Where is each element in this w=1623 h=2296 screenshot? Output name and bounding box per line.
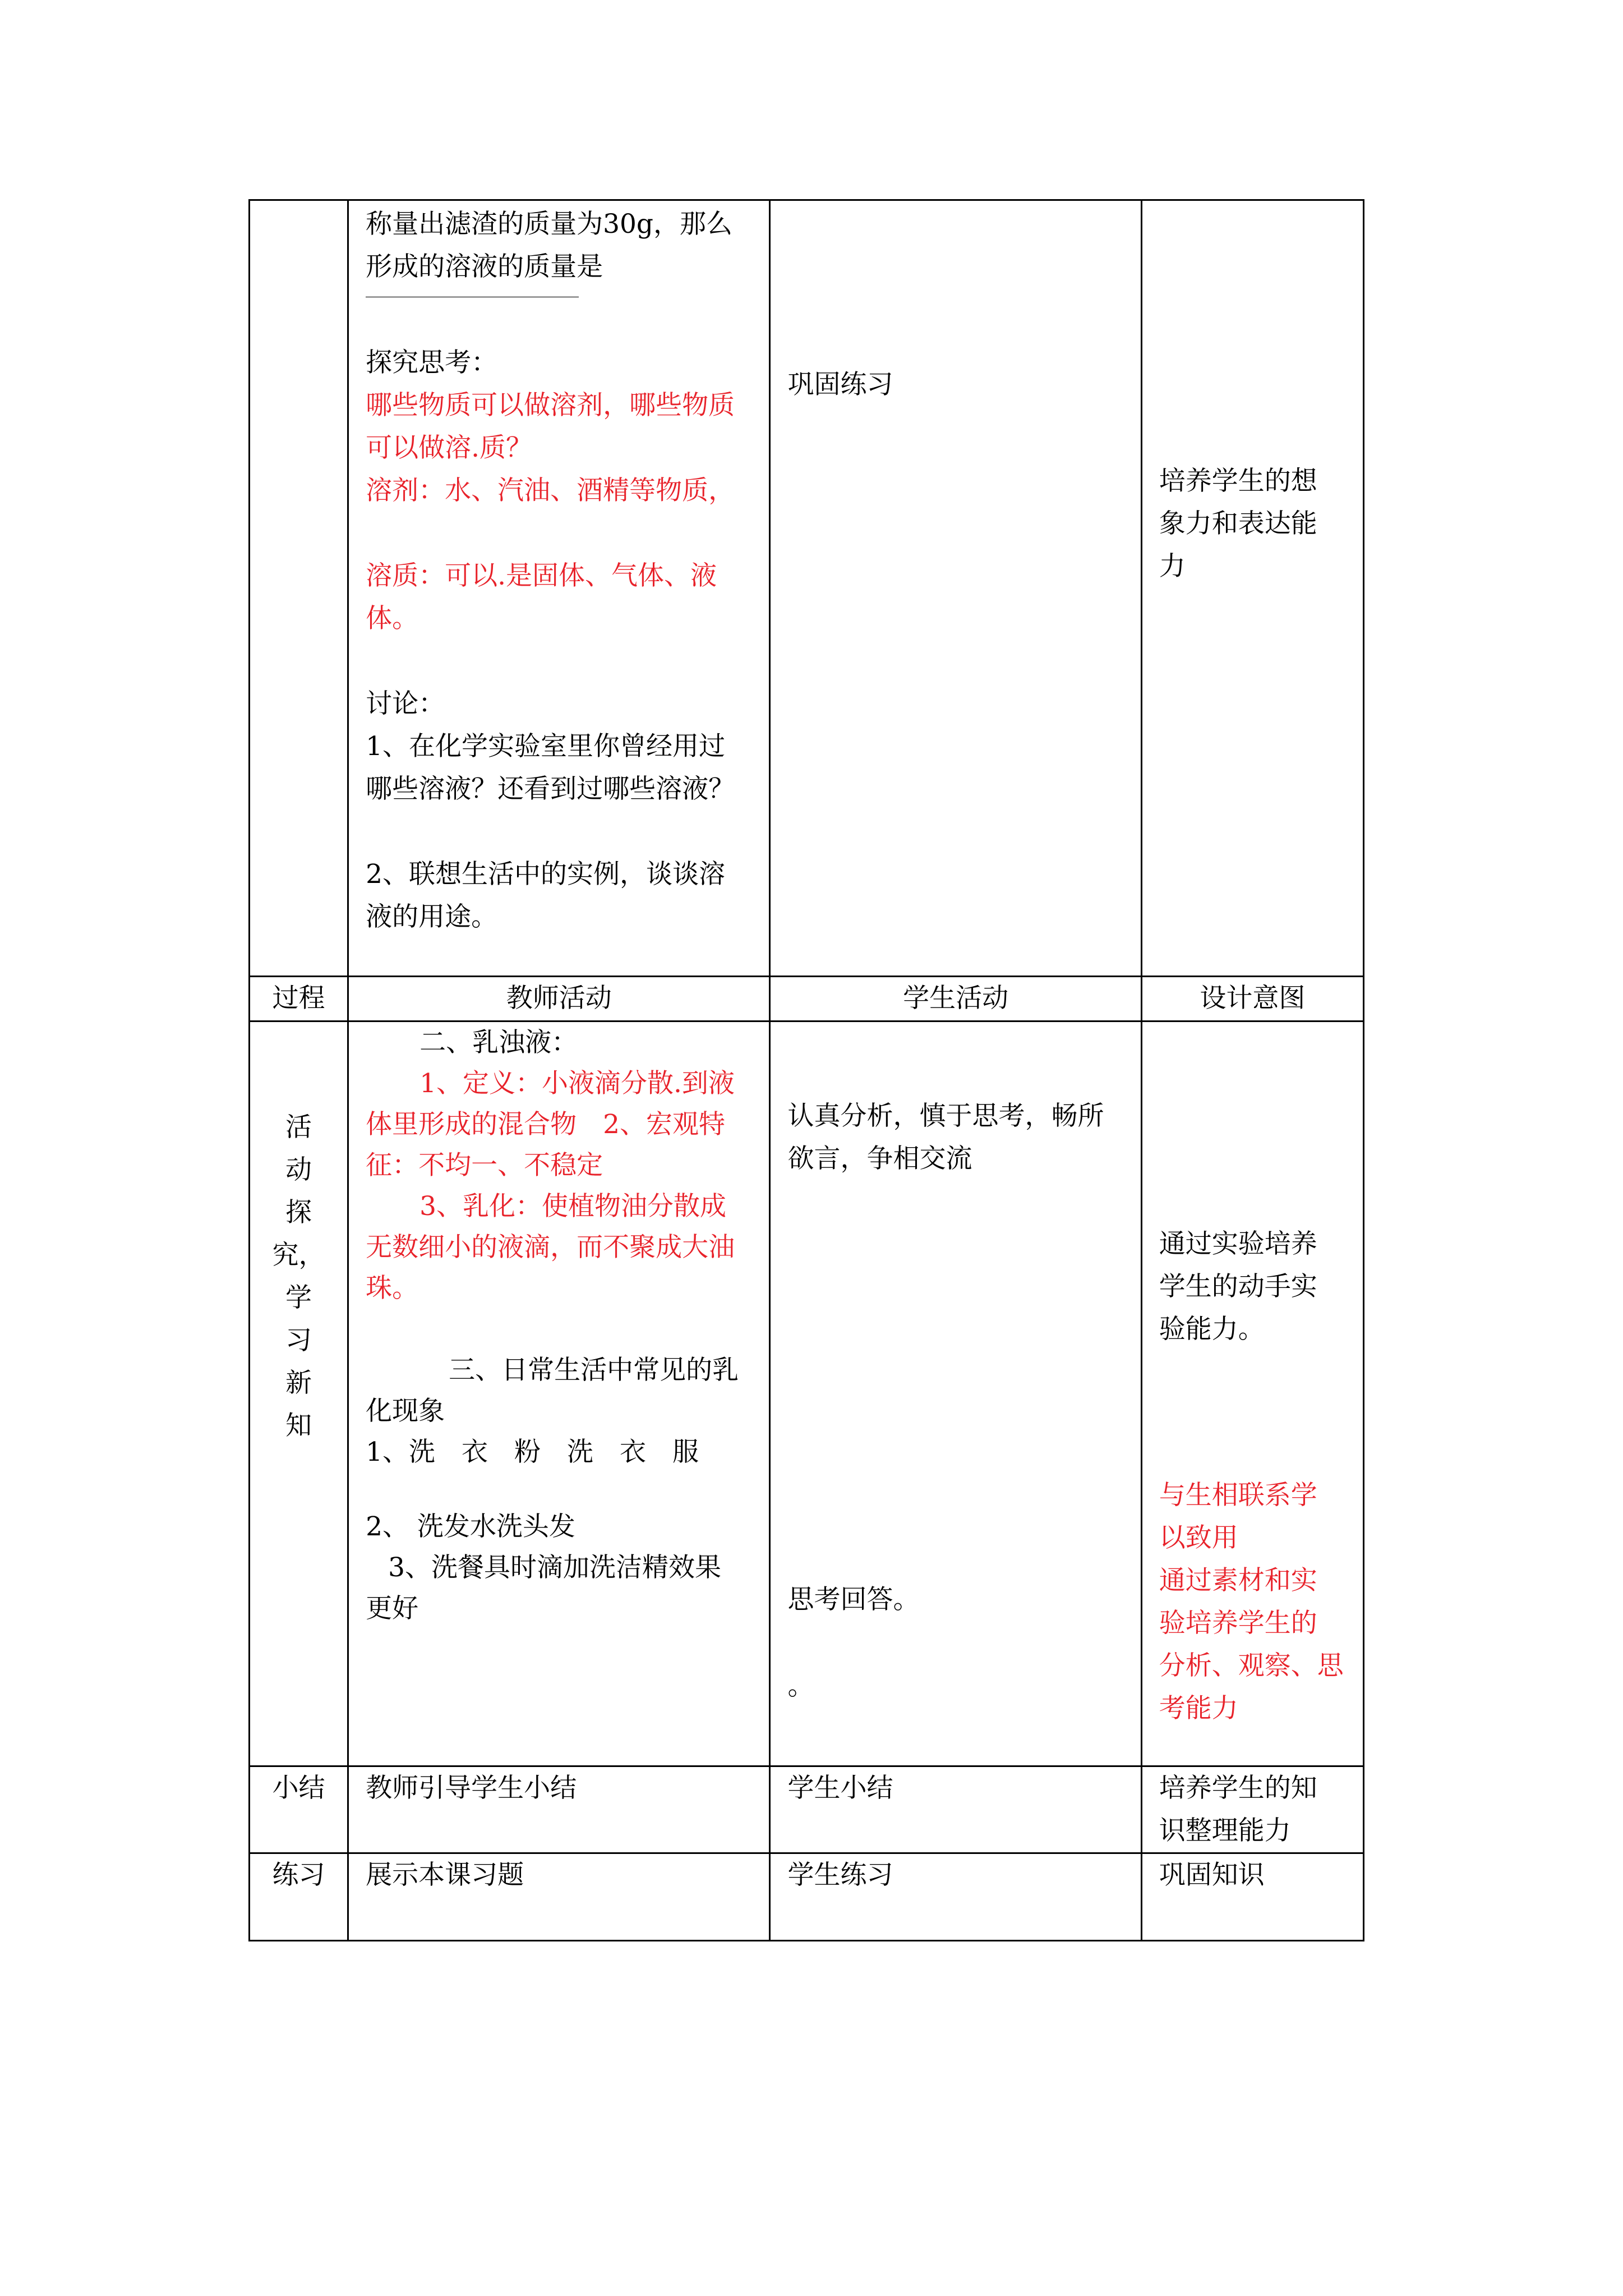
process-char: 究， bbox=[272, 1240, 325, 1271]
teacher-activity-cell bbox=[348, 1022, 770, 1766]
student-activity-cell bbox=[770, 1022, 1141, 1766]
design-line: 与生相联系学 bbox=[1159, 1480, 1317, 1511]
question-line: 哪些物质可以做溶剂，哪些物质 bbox=[366, 390, 735, 421]
design-intent-cell: 巩固知识 bbox=[1141, 1853, 1363, 1941]
solute-line: 溶质：可以.是固体、气体、液 bbox=[366, 560, 717, 591]
emulsify-line: 珠。 bbox=[366, 1273, 419, 1304]
process-char: 动 bbox=[285, 1154, 312, 1185]
process-char: 新 bbox=[285, 1368, 312, 1398]
answer-blank bbox=[366, 296, 579, 298]
process-char: 习 bbox=[285, 1325, 312, 1356]
student-line: 思考回答。 bbox=[787, 1584, 920, 1615]
table-row-activity bbox=[250, 1022, 1364, 1766]
design-line: 考能力 bbox=[1159, 1693, 1238, 1724]
table-row-summary bbox=[250, 1766, 1364, 1853]
process-cell-summary: 小结 bbox=[250, 1766, 348, 1853]
student-activity-cell bbox=[770, 200, 1141, 977]
process-char: 活 bbox=[285, 1112, 312, 1143]
design-line: 以致用 bbox=[1159, 1522, 1238, 1553]
design-intent-cell bbox=[1141, 1766, 1363, 1853]
header-teacher: 教师活动 bbox=[348, 977, 770, 1022]
design-line: 象力和表达能 bbox=[1159, 508, 1317, 539]
process-char: 知 bbox=[285, 1410, 312, 1441]
design-line: 通过实验培养 bbox=[1159, 1228, 1317, 1259]
daily-title: 三、日常生活中常见的乳 bbox=[449, 1355, 739, 1386]
daily-item: 2、 洗发水洗头发 bbox=[366, 1511, 575, 1542]
definition-line: 体里形成的混合物 2、宏观特 bbox=[366, 1109, 725, 1140]
design-line: 识整理能力 bbox=[1159, 1815, 1291, 1846]
process-char: 探 bbox=[285, 1197, 312, 1228]
discuss-line: 液的用途。 bbox=[366, 901, 498, 932]
explore-title: 探究思考： bbox=[366, 347, 498, 378]
design-line: 验能力。 bbox=[1159, 1314, 1265, 1345]
teacher-activity-cell: 展示本课习题 bbox=[348, 1853, 770, 1941]
header-process: 过程 bbox=[250, 977, 348, 1022]
intro-line: 称量出滤渣的质量为30g，那么 bbox=[366, 209, 732, 240]
solvent-line: 溶剂：水、汽油、酒精等物质， bbox=[366, 475, 735, 506]
design-line: 通过素材和实 bbox=[1159, 1565, 1317, 1596]
daily-item: 更好 bbox=[366, 1593, 419, 1624]
student-line: 。 bbox=[787, 1671, 814, 1701]
design-line: 培养学生的知 bbox=[1159, 1773, 1317, 1803]
discuss-title: 讨论： bbox=[366, 688, 445, 719]
design-line: 学生的动手实 bbox=[1159, 1271, 1317, 1302]
student-line: 认真分析，慎于思考，畅所 bbox=[787, 1101, 1104, 1131]
daily-item: 3、洗餐具时滴加洗洁精效果 bbox=[388, 1552, 721, 1583]
table-header-row bbox=[250, 977, 1364, 1022]
solute-line: 体。 bbox=[366, 603, 419, 634]
student-text: 巩固练习 bbox=[787, 369, 893, 400]
header-design: 设计意图 bbox=[1141, 977, 1363, 1022]
definition-line: 征：不均一、不稳定 bbox=[366, 1150, 603, 1181]
table-row-practice bbox=[250, 1853, 1364, 1941]
student-line: 欲言，争相交流 bbox=[787, 1143, 972, 1174]
table-row-continued bbox=[250, 200, 1364, 977]
emulsify-line: 无数细小的液滴，而不聚成大油 bbox=[366, 1232, 735, 1263]
emulsify-line: 3、乳化：使植物油分散成 bbox=[419, 1191, 726, 1222]
daily-title: 化现象 bbox=[366, 1396, 445, 1427]
teacher-activity-cell: 教师引导学生小结 bbox=[348, 1766, 770, 1853]
design-line: 培养学生的想 bbox=[1159, 466, 1317, 496]
design-intent-cell bbox=[1141, 1022, 1363, 1766]
discuss-line: 哪些溶液？还看到过哪些溶液？ bbox=[366, 774, 735, 804]
design-intent-cell bbox=[1141, 200, 1363, 977]
student-activity-cell: 学生练习 bbox=[770, 1853, 1141, 1941]
design-line: 验培养学生的 bbox=[1159, 1608, 1317, 1639]
header-student: 学生活动 bbox=[770, 977, 1141, 1022]
design-line: 力 bbox=[1159, 551, 1186, 582]
lesson-plan-table bbox=[248, 199, 1364, 1941]
process-cell-practice: 练习 bbox=[250, 1853, 348, 1941]
definition-line: 1、定义：小液滴分散.到液 bbox=[419, 1068, 735, 1099]
question-line: 可以做溶.质？ bbox=[366, 432, 533, 463]
teacher-activity-cell bbox=[348, 200, 770, 977]
process-char: 学 bbox=[285, 1282, 312, 1313]
emulsion-title: 二、乳浊液： bbox=[419, 1027, 578, 1058]
process-cell-empty bbox=[250, 200, 348, 977]
process-cell-activity bbox=[250, 1022, 348, 1766]
discuss-line: 1、在化学实验室里你曾经用过 bbox=[366, 731, 725, 762]
student-activity-cell: 学生小结 bbox=[770, 1766, 1141, 1853]
discuss-line: 2、联想生活中的实例，谈谈溶 bbox=[366, 859, 725, 890]
intro-line: 形成的溶液的质量是 bbox=[366, 251, 603, 282]
design-line: 分析、观察、思 bbox=[1159, 1650, 1344, 1681]
daily-item: 1、洗 衣 粉 洗 衣 服 bbox=[366, 1437, 699, 1467]
